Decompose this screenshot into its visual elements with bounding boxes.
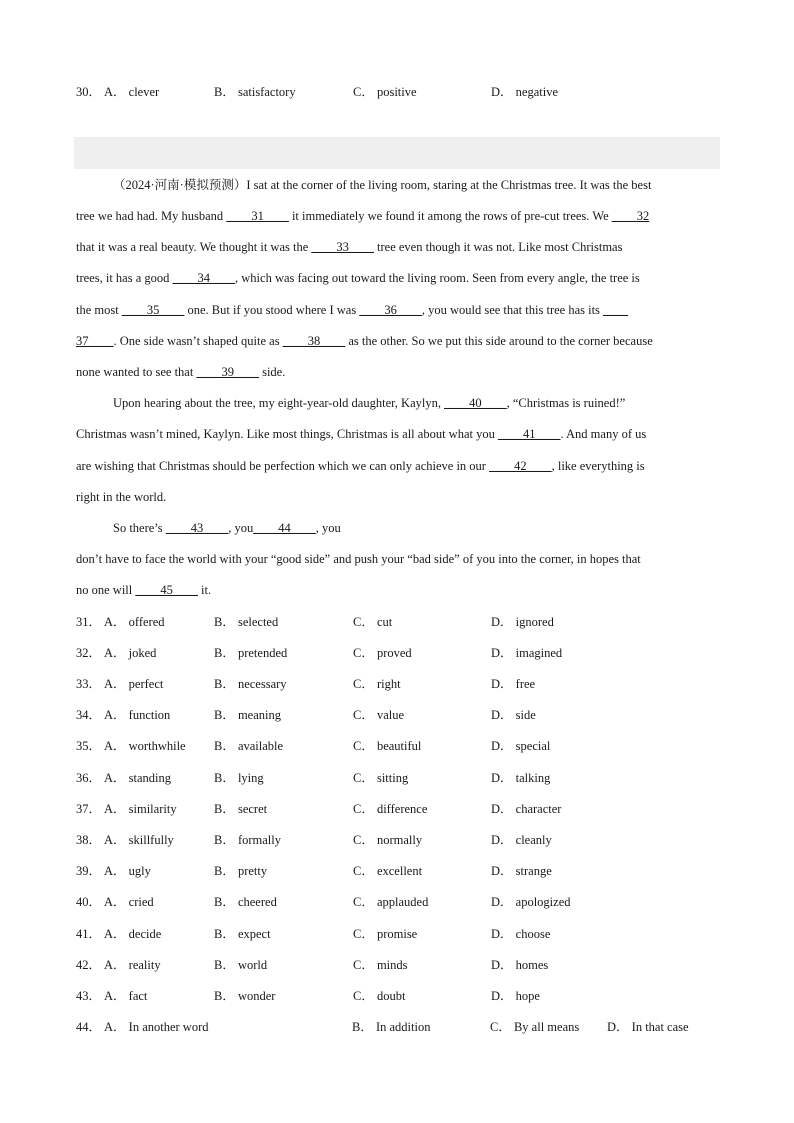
question-number: 43． — [76, 989, 102, 1003]
option-c: C． By all means — [490, 1020, 580, 1034]
blank-44: ____44____ — [253, 521, 316, 535]
blank-40: ____40____ — [444, 396, 507, 410]
passage-text: , you — [228, 521, 254, 535]
option-d: D． character — [491, 802, 562, 816]
blank-43: ____43____ — [165, 521, 229, 535]
passage-text: , which was facing out toward the living room. Seen from every angle, the tree is — [235, 271, 640, 285]
passage-text: trees, it has a good — [76, 271, 173, 285]
question-number: 33． — [76, 677, 102, 691]
option-b: B． cheered — [214, 895, 277, 909]
passage-text: that it was a real beauty. We thought it was the — [76, 240, 312, 254]
option-c: C． difference — [353, 802, 428, 816]
question-number: 31． — [76, 615, 102, 629]
passage-line — [76, 302, 718, 318]
passage-line — [76, 582, 718, 598]
passage-line — [76, 426, 718, 442]
passage-line — [76, 520, 755, 536]
option-d: D． strange — [491, 864, 552, 878]
option-d: D． free — [491, 677, 536, 691]
passage-line — [76, 177, 755, 193]
blank-45: ____45____ — [135, 583, 198, 597]
passage-text: tree we had had. My husband — [76, 209, 227, 223]
option-a: A． In another word — [104, 1020, 209, 1034]
passage-line — [76, 458, 718, 474]
option-c: C． positive — [353, 85, 417, 99]
question-number: 41． — [76, 927, 102, 941]
option-d: D． apologized — [491, 895, 571, 909]
option-b: B． expect — [214, 927, 271, 941]
passage-text: it immediately we found it among the rows of pre-cut trees. We — [288, 209, 612, 223]
option-a: A． function — [104, 708, 171, 722]
passage-text: one. But if you stood where I was — [184, 303, 360, 317]
option-a: A． similarity — [104, 802, 177, 816]
passage-line — [76, 364, 718, 380]
question-number: 40． — [76, 895, 102, 909]
passage-text: as the other. So we put this side around to the corner because — [345, 334, 653, 348]
option-a: A． cried — [104, 895, 154, 909]
option-c: C． cut — [353, 615, 393, 629]
option-d: D． cleanly — [491, 833, 552, 847]
option-b: B． meaning — [214, 708, 282, 722]
blank-42: ____42____ — [489, 459, 552, 473]
option-b: B． world — [214, 958, 268, 972]
passage-text: don’t have to face the world with your “good side” and push your “bad side” of you into the corner, in hopes that — [76, 552, 641, 566]
option-a: A． reality — [104, 958, 161, 972]
option-b: B． In addition — [352, 1020, 431, 1034]
passage-text: , like everything is — [551, 459, 645, 473]
option-d: D． homes — [491, 958, 549, 972]
option-c: C． doubt — [353, 989, 406, 1003]
question-number: 32． — [76, 646, 102, 660]
option-b: B． available — [214, 739, 284, 753]
question-number: 37． — [76, 802, 102, 816]
passage-text: , you — [315, 521, 341, 535]
passage-line — [76, 489, 718, 505]
option-b: B． satisfactory — [214, 85, 296, 99]
option-a: A． worthwhile — [104, 739, 186, 753]
question-number: 44． — [76, 1020, 102, 1034]
option-a: A． offered — [104, 615, 165, 629]
option-b: B． pretty — [214, 864, 268, 878]
question-number: 36． — [76, 771, 102, 785]
option-a: A． decide — [104, 927, 162, 941]
blank-39: ____39____ — [196, 365, 259, 379]
blank-35: ____35____ — [121, 303, 185, 317]
question-number: 30． — [76, 85, 102, 99]
option-d: D． talking — [491, 771, 551, 785]
passage-text: tree even though it was not. Like most Christmas — [373, 240, 623, 254]
blank-36: ____36____ — [359, 303, 422, 317]
passage-line — [76, 333, 718, 349]
passage-text: . One side wasn’t shaped quite as — [113, 334, 283, 348]
passage-line — [76, 208, 718, 224]
option-c: C． sitting — [353, 771, 409, 785]
question-number: 39． — [76, 864, 102, 878]
option-a: A． joked — [104, 646, 157, 660]
option-a: A． skillfully — [104, 833, 174, 847]
question-number: 34． — [76, 708, 102, 722]
option-c: C． right — [353, 677, 401, 691]
option-d: D． choose — [491, 927, 551, 941]
blank-31: ____31____ — [226, 209, 289, 223]
option-a: A． perfect — [104, 677, 164, 691]
option-c: C． applauded — [353, 895, 429, 909]
option-c: C． beautiful — [353, 739, 422, 753]
option-c: C． normally — [353, 833, 423, 847]
passage-text: , you would see that this tree has its — [421, 303, 604, 317]
passage-text: none wanted to see that — [76, 365, 197, 379]
passage-text: are wishing that Christmas should be perfection which we can only achieve in our — [76, 459, 490, 473]
passage-text: So there’s — [113, 521, 166, 535]
passage-line — [76, 239, 718, 255]
blank-33: ____33____ — [311, 240, 374, 254]
question-number: 38． — [76, 833, 102, 847]
question-number: 42． — [76, 958, 102, 972]
option-a: A． standing — [104, 771, 172, 785]
option-b: B． selected — [214, 615, 279, 629]
option-d: D． negative — [491, 85, 558, 99]
option-a: A． ugly — [104, 864, 151, 878]
option-c: C． value — [353, 708, 405, 722]
passage-text: side. — [258, 365, 286, 379]
blank-37: ____ — [603, 303, 629, 317]
passage-line — [76, 270, 718, 286]
option-c: C． excellent — [353, 864, 423, 878]
blank-32: ____32 — [611, 209, 650, 223]
passage-text: . And many of us — [560, 427, 647, 441]
option-c: C． promise — [353, 927, 418, 941]
option-b: B． formally — [214, 833, 282, 847]
option-d: D． imagined — [491, 646, 563, 660]
option-c: C． minds — [353, 958, 408, 972]
option-b: B． pretended — [214, 646, 288, 660]
option-b: B． secret — [214, 802, 268, 816]
section-header-band — [74, 137, 720, 169]
passage-line — [76, 395, 755, 411]
blank-34: ____34____ — [172, 271, 236, 285]
option-a: A． clever — [104, 85, 160, 99]
option-d: D． special — [491, 739, 551, 753]
option-d: D． hope — [491, 989, 540, 1003]
option-a: A． fact — [104, 989, 148, 1003]
option-b: B． wonder — [214, 989, 276, 1003]
passage-text: Christmas wasn’t mined, Kaylyn. Like most things, Christmas is all about what you — [76, 427, 498, 441]
passage-text: no one will — [76, 583, 136, 597]
passage-text: right in the world. — [76, 490, 167, 504]
blank-41: ____41____ — [497, 427, 561, 441]
option-b: B． necessary — [214, 677, 287, 691]
passage-text: （2024·河南·模拟预测）I sat at the corner of the living room, staring at the Christmas tree. It was the best — [113, 178, 652, 192]
question-number: 35． — [76, 739, 102, 753]
option-d: D． side — [491, 708, 536, 722]
option-b: B． lying — [214, 771, 264, 785]
passage-text: Upon hearing about the tree, my eight-year-old daughter, Kaylyn, — [113, 396, 445, 410]
passage-text: the most — [76, 303, 122, 317]
blank-38: ____38____ — [282, 334, 346, 348]
passage-text: , “Christmas is ruined!” — [506, 396, 626, 410]
blank-37: 37____ — [76, 334, 114, 348]
passage-line — [76, 551, 718, 567]
option-d: D． ignored — [491, 615, 554, 629]
option-d: D． In that case — [607, 1020, 689, 1034]
option-c: C． proved — [353, 646, 412, 660]
passage-text: it. — [197, 583, 212, 597]
